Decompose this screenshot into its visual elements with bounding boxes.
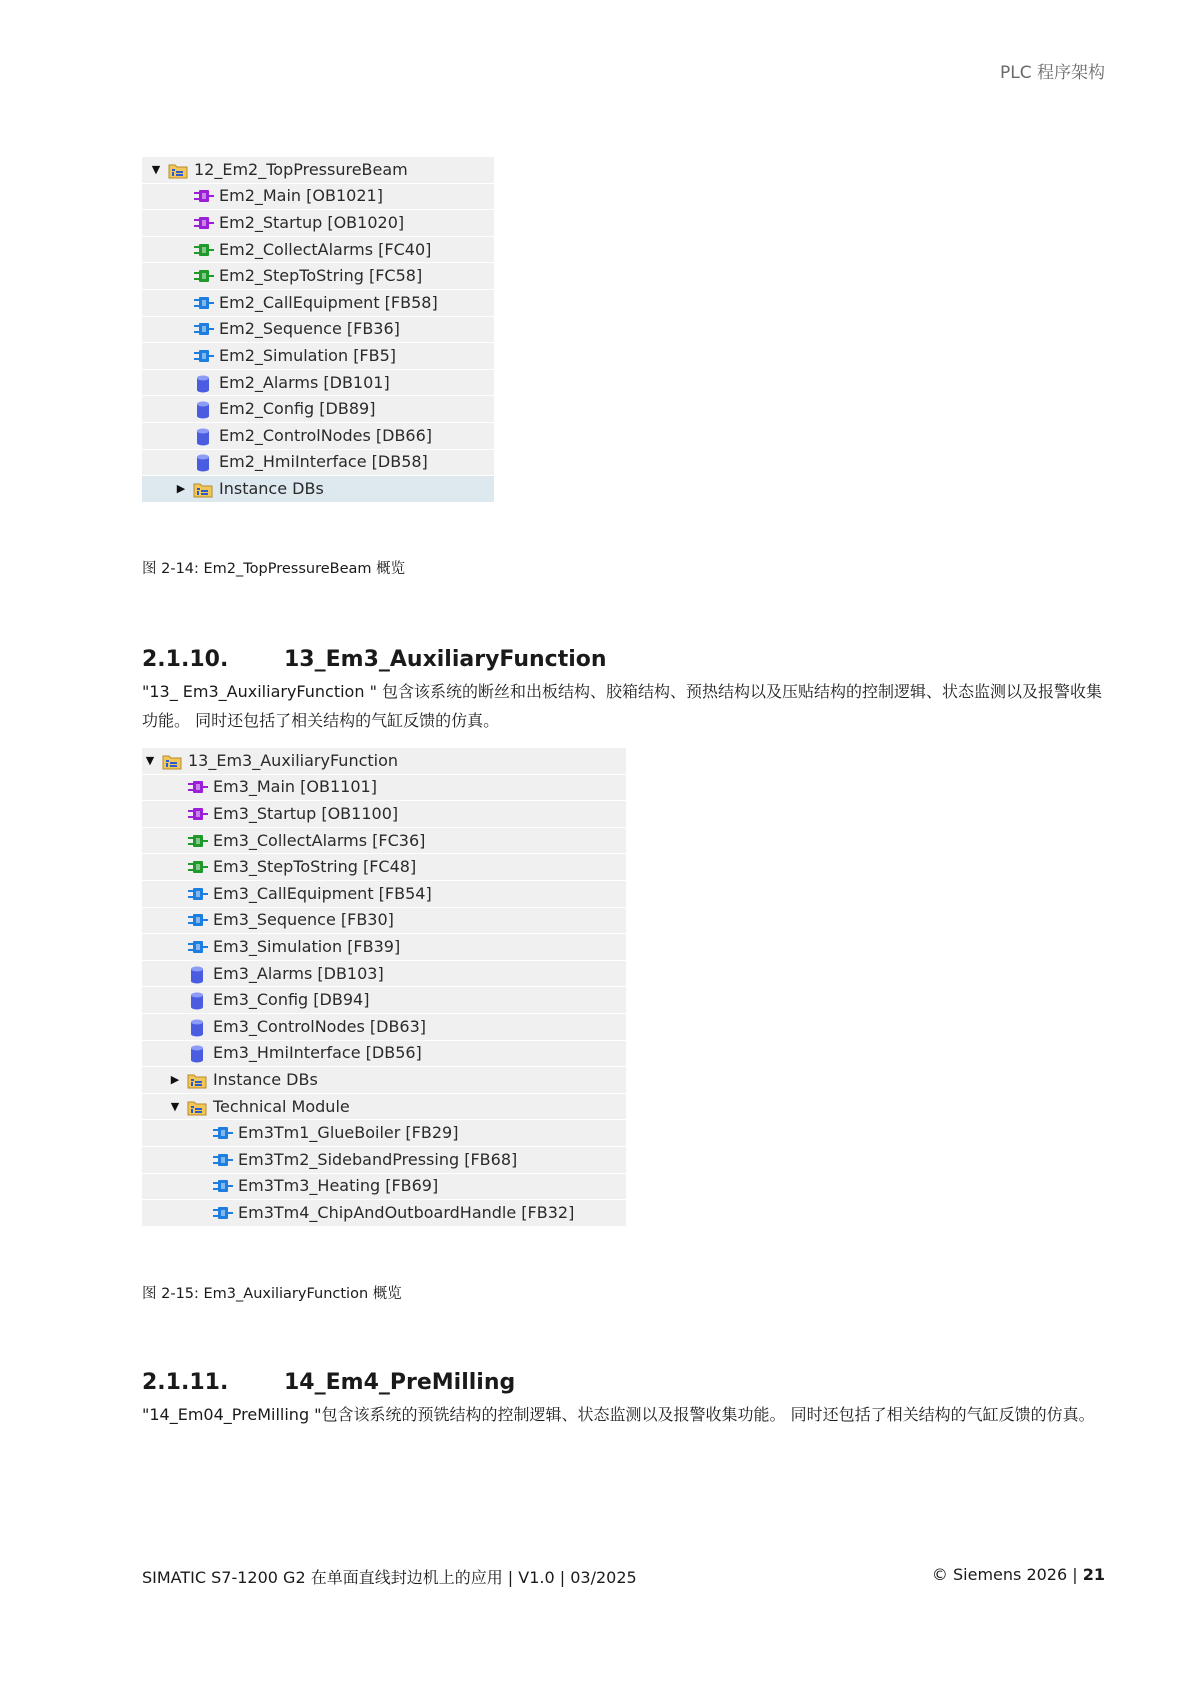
tree-item[interactable] bbox=[142, 1014, 626, 1041]
section-title-text: 13_Em3_AuxiliaryFunction bbox=[284, 647, 607, 672]
db-icon bbox=[187, 966, 207, 982]
figure-caption-2-14: 图 2-14: Em2_TopPressureBeam 概览 bbox=[142, 561, 406, 577]
fc-block-icon bbox=[193, 242, 213, 258]
db-icon bbox=[193, 375, 213, 391]
tree-item[interactable] bbox=[142, 881, 626, 908]
tree-item-label: Em3Tm1_GlueBoiler [FB29] bbox=[238, 1123, 459, 1143]
tree-item-label: Em3_Startup [OB1100] bbox=[213, 803, 399, 823]
tree-item-label: Em2_Config [DB89] bbox=[219, 399, 376, 419]
tree-item-label: Em3_ControlNodes [DB63] bbox=[213, 1016, 427, 1036]
tree-item[interactable] bbox=[142, 1174, 626, 1201]
tree-item-label: Em3_Sequence [FB30] bbox=[213, 910, 394, 930]
folder-icon bbox=[168, 162, 188, 178]
ob-block-icon bbox=[193, 215, 213, 231]
fb-block-icon bbox=[212, 1205, 232, 1221]
tree-item[interactable] bbox=[142, 987, 626, 1014]
tree-item[interactable] bbox=[142, 934, 626, 961]
fb-block-icon bbox=[193, 295, 213, 311]
expand-arrow-down-icon[interactable]: ▼ bbox=[151, 162, 161, 176]
section-heading-2-1-10 bbox=[142, 647, 607, 672]
tree-item-label: Em3Tm4_ChipAndOutboardHandle [FB32] bbox=[238, 1202, 575, 1222]
tree-item[interactable] bbox=[142, 210, 494, 237]
tree-item-label: Em2_Main [OB1021] bbox=[219, 186, 383, 206]
tree-item[interactable] bbox=[142, 828, 626, 855]
db-icon bbox=[187, 1019, 207, 1035]
project-tree-em3 bbox=[142, 748, 626, 1227]
tree-item[interactable] bbox=[142, 801, 626, 828]
tree-item-label: Em2_CollectAlarms [FC40] bbox=[219, 239, 432, 259]
tree-item[interactable] bbox=[142, 1147, 626, 1174]
tree-item[interactable] bbox=[142, 370, 494, 397]
section-number: 2.1.11. bbox=[142, 1370, 229, 1395]
fc-block-icon bbox=[187, 833, 207, 849]
fb-block-icon bbox=[193, 321, 213, 337]
fb-block-icon bbox=[212, 1178, 232, 1194]
tree-item-label: Em2_StepToString [FC58] bbox=[219, 266, 423, 286]
tree-item-label: Em3_Config [DB94] bbox=[213, 990, 370, 1010]
tree-item[interactable] bbox=[142, 1200, 626, 1227]
folder-icon bbox=[187, 1072, 207, 1088]
tree-item-label: 13_Em3_AuxiliaryFunction bbox=[188, 750, 399, 770]
tree-item-label: Em3_HmiInterface [DB56] bbox=[213, 1043, 422, 1063]
project-tree-em2 bbox=[142, 157, 494, 503]
tree-item-label: 12_Em2_TopPressureBeam bbox=[194, 159, 408, 179]
expand-arrow-right-icon[interactable]: ▶ bbox=[170, 1072, 180, 1086]
expand-arrow-down-icon[interactable]: ▼ bbox=[145, 753, 155, 767]
db-icon bbox=[187, 992, 207, 1008]
tree-item[interactable] bbox=[142, 184, 494, 211]
ob-block-icon bbox=[187, 779, 207, 795]
footer-document-title: SIMATIC S7-1200 G2 在单面直线封边机上的应用 | V1.0 | 03/2025 bbox=[142, 1568, 637, 1587]
fb-block-icon bbox=[193, 348, 213, 364]
footer-copyright bbox=[932, 1565, 1105, 1584]
tree-item[interactable] bbox=[142, 157, 494, 184]
tree-item[interactable] bbox=[142, 775, 626, 802]
db-icon bbox=[193, 401, 213, 417]
tree-item[interactable] bbox=[142, 1120, 626, 1147]
page-number: 21 bbox=[1082, 1565, 1105, 1584]
tree-item-label: Em3Tm3_Heating [FB69] bbox=[238, 1176, 439, 1196]
tree-item-label: Em2_Simulation [FB5] bbox=[219, 345, 397, 365]
tree-item-label: Em2_HmiInterface [DB58] bbox=[219, 452, 428, 472]
section-paragraph-2-1-10: "13_ Em3_AuxiliaryFunction " 包含该系统的断丝和出板结构、胶箱结构、预热结构以及压贴结构的控制逻辑、状态监测以及报警收集功能。 同时还包括了相关结构的气缸反馈的仿真。 bbox=[142, 682, 1103, 730]
tree-item-label: Em2_Sequence [FB36] bbox=[219, 319, 400, 339]
tree-item[interactable] bbox=[142, 854, 626, 881]
tree-item[interactable] bbox=[142, 961, 626, 988]
fc-block-icon bbox=[193, 268, 213, 284]
fc-block-icon bbox=[187, 859, 207, 875]
section-paragraph-2-1-11: "14_Em04_PreMilling "包含该系统的预铣结构的控制逻辑、状态监测以及报警收集功能。 同时还包括了相关结构的气缸反馈的仿真。 bbox=[142, 1405, 1095, 1424]
tree-item[interactable] bbox=[142, 343, 494, 370]
folder-icon bbox=[187, 1099, 207, 1115]
copyright-text: © Siemens 2026 | bbox=[931, 1565, 1083, 1584]
tree-item-label: Em3_Simulation [FB39] bbox=[213, 936, 401, 956]
section-heading-2-1-11 bbox=[142, 1370, 515, 1395]
tree-item[interactable] bbox=[142, 1041, 626, 1068]
expand-arrow-right-icon[interactable]: ▶ bbox=[176, 481, 186, 495]
tree-item[interactable] bbox=[142, 450, 494, 477]
db-icon bbox=[187, 1045, 207, 1061]
tree-item-label: Em3_CallEquipment [FB54] bbox=[213, 883, 432, 903]
tree-item[interactable] bbox=[142, 263, 494, 290]
page-header: PLC 程序架构 bbox=[1000, 63, 1105, 83]
fb-block-icon bbox=[212, 1152, 232, 1168]
db-icon bbox=[193, 428, 213, 444]
fb-block-icon bbox=[212, 1125, 232, 1141]
tree-item[interactable] bbox=[142, 1094, 626, 1121]
tree-item[interactable] bbox=[142, 290, 494, 317]
tree-item-label: Em2_Alarms [DB101] bbox=[219, 372, 390, 392]
tree-item[interactable] bbox=[142, 317, 494, 344]
figure-caption-2-15: 图 2-15: Em3_AuxiliaryFunction 概览 bbox=[142, 1286, 402, 1302]
tree-item[interactable] bbox=[142, 237, 494, 264]
tree-item-label: Instance DBs bbox=[219, 478, 324, 498]
tree-item[interactable] bbox=[142, 423, 494, 450]
ob-block-icon bbox=[193, 188, 213, 204]
tree-item-label: Em3_StepToString [FC48] bbox=[213, 857, 417, 877]
tree-item[interactable] bbox=[142, 748, 626, 775]
section-title-text: 14_Em4_PreMilling bbox=[284, 1370, 516, 1395]
fb-block-icon bbox=[187, 939, 207, 955]
folder-icon bbox=[162, 753, 182, 769]
tree-item[interactable] bbox=[142, 1067, 626, 1094]
tree-item-label: Em3Tm2_SidebandPressing [FB68] bbox=[238, 1149, 518, 1169]
ob-block-icon bbox=[187, 806, 207, 822]
tree-item-label: Em2_CallEquipment [FB58] bbox=[219, 292, 438, 312]
tree-item[interactable] bbox=[142, 396, 494, 423]
tree-item-label: Em3_Main [OB1101] bbox=[213, 777, 377, 797]
fb-block-icon bbox=[187, 912, 207, 928]
folder-icon bbox=[193, 481, 213, 497]
tree-item[interactable] bbox=[142, 908, 626, 935]
tree-item-label: Em3_Alarms [DB103] bbox=[213, 963, 384, 983]
expand-arrow-down-icon[interactable]: ▼ bbox=[170, 1099, 180, 1113]
tree-item-label: Em2_Startup [OB1020] bbox=[219, 212, 405, 232]
db-icon bbox=[193, 454, 213, 470]
tree-item-label: Instance DBs bbox=[213, 1069, 318, 1089]
tree-item-label: Em2_ControlNodes [DB66] bbox=[219, 425, 433, 445]
fb-block-icon bbox=[187, 886, 207, 902]
tree-item-label: Technical Module bbox=[213, 1096, 350, 1116]
tree-item[interactable] bbox=[142, 476, 494, 503]
section-number: 2.1.10. bbox=[142, 647, 229, 672]
tree-item-label: Em3_CollectAlarms [FC36] bbox=[213, 830, 426, 850]
